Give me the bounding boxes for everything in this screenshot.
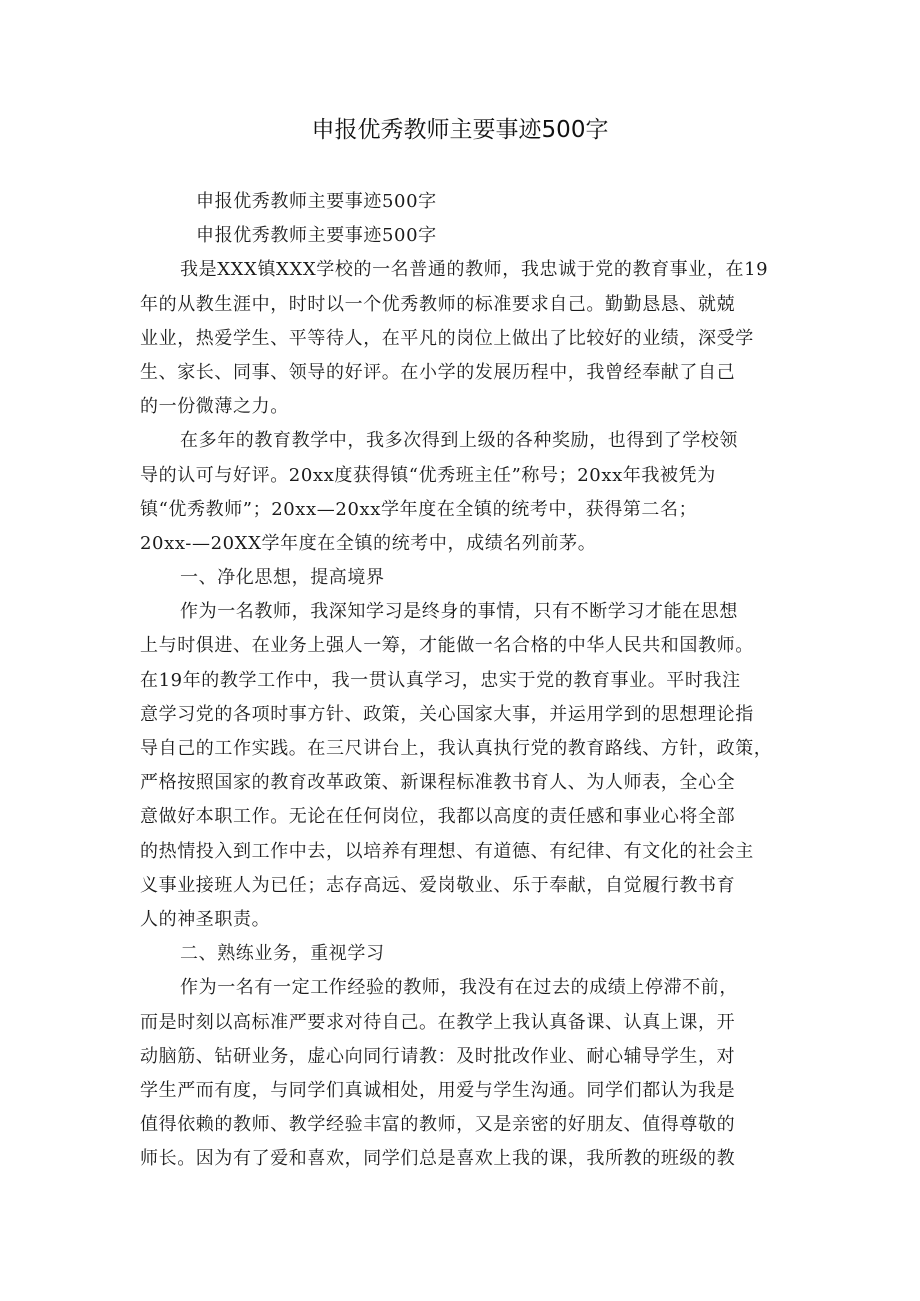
text-line: 的热情投入到工作中去，以培养有理想、有道德、有纪律、有文化的社会主 bbox=[140, 840, 754, 862]
subtitle-line: 申报优秀教师主要事迹500字 bbox=[196, 225, 437, 247]
text-line: 意学习党的各项时事方针、政策，关心国家大事，并运用学到的思想理论指 bbox=[140, 703, 754, 725]
text-line: 导的认可与好评。20xx度获得镇“优秀班主任”称号；20xx年我被凭为 bbox=[140, 464, 716, 486]
text-line: 的一份微薄之力。 bbox=[140, 396, 289, 418]
text-line: 义事业接班人为已任；志存高远、爱岗敬业、乐于奉献，自觉履行教书育 bbox=[140, 874, 736, 896]
section-heading-1: 一、净化思想，提高境界 bbox=[180, 567, 385, 589]
text-line: 生、家长、同事、领导的好评。在小学的发展历程中，我曾经奉献了自己 bbox=[140, 361, 736, 383]
text-line: 意做好本职工作。无论在任何岗位，我都以高度的责任感和事业心将全部 bbox=[140, 806, 736, 828]
text-line: 导自己的工作实践。在三尺讲台上，我认真执行党的教育路线、方针，政策， bbox=[140, 738, 773, 759]
text-line: 20xx-—20XX学年度在全镇的统考中，成绩名列前茅。 bbox=[140, 532, 597, 554]
paragraph-awards bbox=[140, 424, 780, 561]
text-line: 师长。因为有了爱和喜欢，同学们总是喜欢上我的课，我所教的班级的教 bbox=[140, 1148, 736, 1170]
section-heading-2: 二、熟练业务，重视学习 bbox=[180, 943, 385, 965]
document-body bbox=[140, 185, 780, 1176]
subtitle-line: 申报优秀教师主要事迹500字 bbox=[196, 191, 437, 212]
text-line: 作为一名教师，我深知学习是终身的事情，只有不断学习才能在思想 bbox=[180, 601, 738, 623]
text-line: 学生严而有度，与同学们真诚相处，用爱与学生沟通。同学们都认为我是 bbox=[140, 1079, 736, 1101]
text-line: 镇“优秀教师”；20xx—20xx学年度在全镇的统考中，获得第二名； bbox=[140, 498, 698, 520]
paragraph-skills bbox=[140, 971, 780, 1176]
page-title: 申报优秀教师主要事迹500字 bbox=[311, 117, 609, 143]
text-line: 作为一名有一定工作经验的教师，我没有在过去的成绩上停滞不前， bbox=[180, 977, 738, 999]
text-line: 上与时俱进、在业务上强人一筹，才能做一名合格的中华人民共和国教师。 bbox=[140, 635, 754, 657]
text-line: 我是XXX镇XXX学校的一名普通的教师，我忠诚于党的教育事业，在19 bbox=[180, 259, 769, 281]
text-line: 人的神圣职责。 bbox=[140, 908, 271, 930]
text-line: 在多年的教育教学中，我多次得到上级的各种奖励，也得到了学校领 bbox=[180, 430, 738, 452]
paragraph-intro bbox=[140, 253, 780, 424]
text-line: 值得依赖的教师、教学经验丰富的教师，又是亲密的好朋友、值得尊敬的 bbox=[140, 1114, 736, 1136]
text-line: 业业，热爱学生、平等待人，在平凡的岗位上做出了比较好的业绩，深受学 bbox=[140, 327, 754, 349]
text-line: 动脑筋、钻研业务，虚心向同行请教：及时批改作业、耐心辅导学生，对 bbox=[140, 1045, 736, 1067]
text-line: 在19年的教学工作中，我一贯认真学习，忠实于党的教育事业。平时我注 bbox=[140, 669, 741, 691]
paragraph-ideology bbox=[140, 595, 780, 937]
text-line: 而是时刻以高标准严要求对待自己。在教学上我认真备课、认真上课，开 bbox=[140, 1011, 736, 1033]
text-line: 年的从教生涯中，时时以一个优秀教师的标准要求自己。勤勤恳恳、就兢 bbox=[140, 293, 736, 315]
text-line: 严格按照国家的教育改革政策、新课程标准教书育人、为人师表，全心全 bbox=[140, 772, 736, 794]
